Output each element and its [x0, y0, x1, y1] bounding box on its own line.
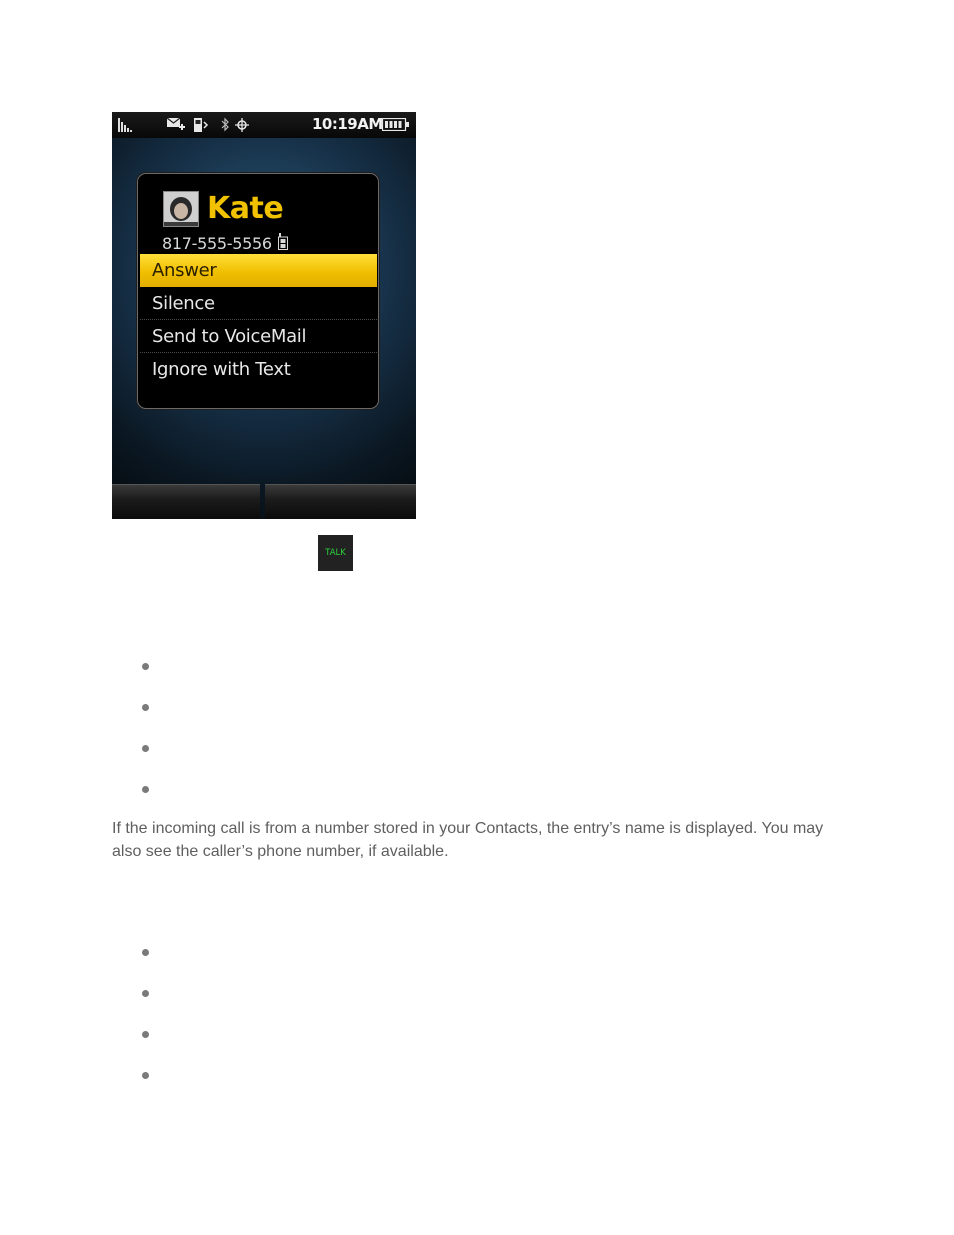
- send-to-voicemail-option[interactable]: Send to VoiceMail: [140, 320, 377, 353]
- caller-number: 817-555-5556: [162, 234, 272, 253]
- list-bullet: [142, 1031, 149, 1038]
- contact-photo-icon: [164, 192, 198, 226]
- caller-name: Kate: [207, 191, 284, 226]
- softkey-bar: [112, 484, 416, 519]
- mobile-phone-icon: [278, 233, 288, 250]
- left-softkey[interactable]: [112, 484, 260, 519]
- list-bullet: [142, 786, 149, 793]
- incoming-call-paragraph: If the incoming call is from a number stored in your Contacts, the entry’s name is displayed. You may also see the caller’s phone number, if available.: [112, 820, 824, 860]
- ignore-with-text-option[interactable]: Ignore with Text: [152, 359, 291, 380]
- talk-key-icon: TALK: [318, 535, 353, 571]
- list-bullet: [142, 990, 149, 997]
- status-icons: [167, 117, 257, 133]
- signal-strength-icon: [118, 118, 134, 132]
- battery-icon: [382, 118, 409, 131]
- gps-location-icon: [235, 118, 249, 132]
- call-options-menu: [140, 254, 377, 386]
- bluetooth-icon: [222, 119, 228, 130]
- phone-vibrate-icon: [194, 118, 207, 132]
- list-bullet: [142, 1072, 149, 1079]
- status-time: 10:19AM: [312, 115, 383, 133]
- incoming-call-dialog: [137, 173, 379, 409]
- silence-option[interactable]: Silence: [140, 287, 377, 320]
- caller-avatar: [163, 191, 199, 227]
- list-bullet: [142, 663, 149, 670]
- list-bullet: [142, 949, 149, 956]
- right-softkey[interactable]: [265, 484, 416, 519]
- list-bullet: [142, 745, 149, 752]
- list-bullet: [142, 704, 149, 711]
- new-message-icon: [167, 118, 185, 130]
- answer-option[interactable]: Answer: [140, 254, 377, 287]
- status-bar: [112, 112, 416, 138]
- incoming-call-screenshot: [112, 112, 416, 519]
